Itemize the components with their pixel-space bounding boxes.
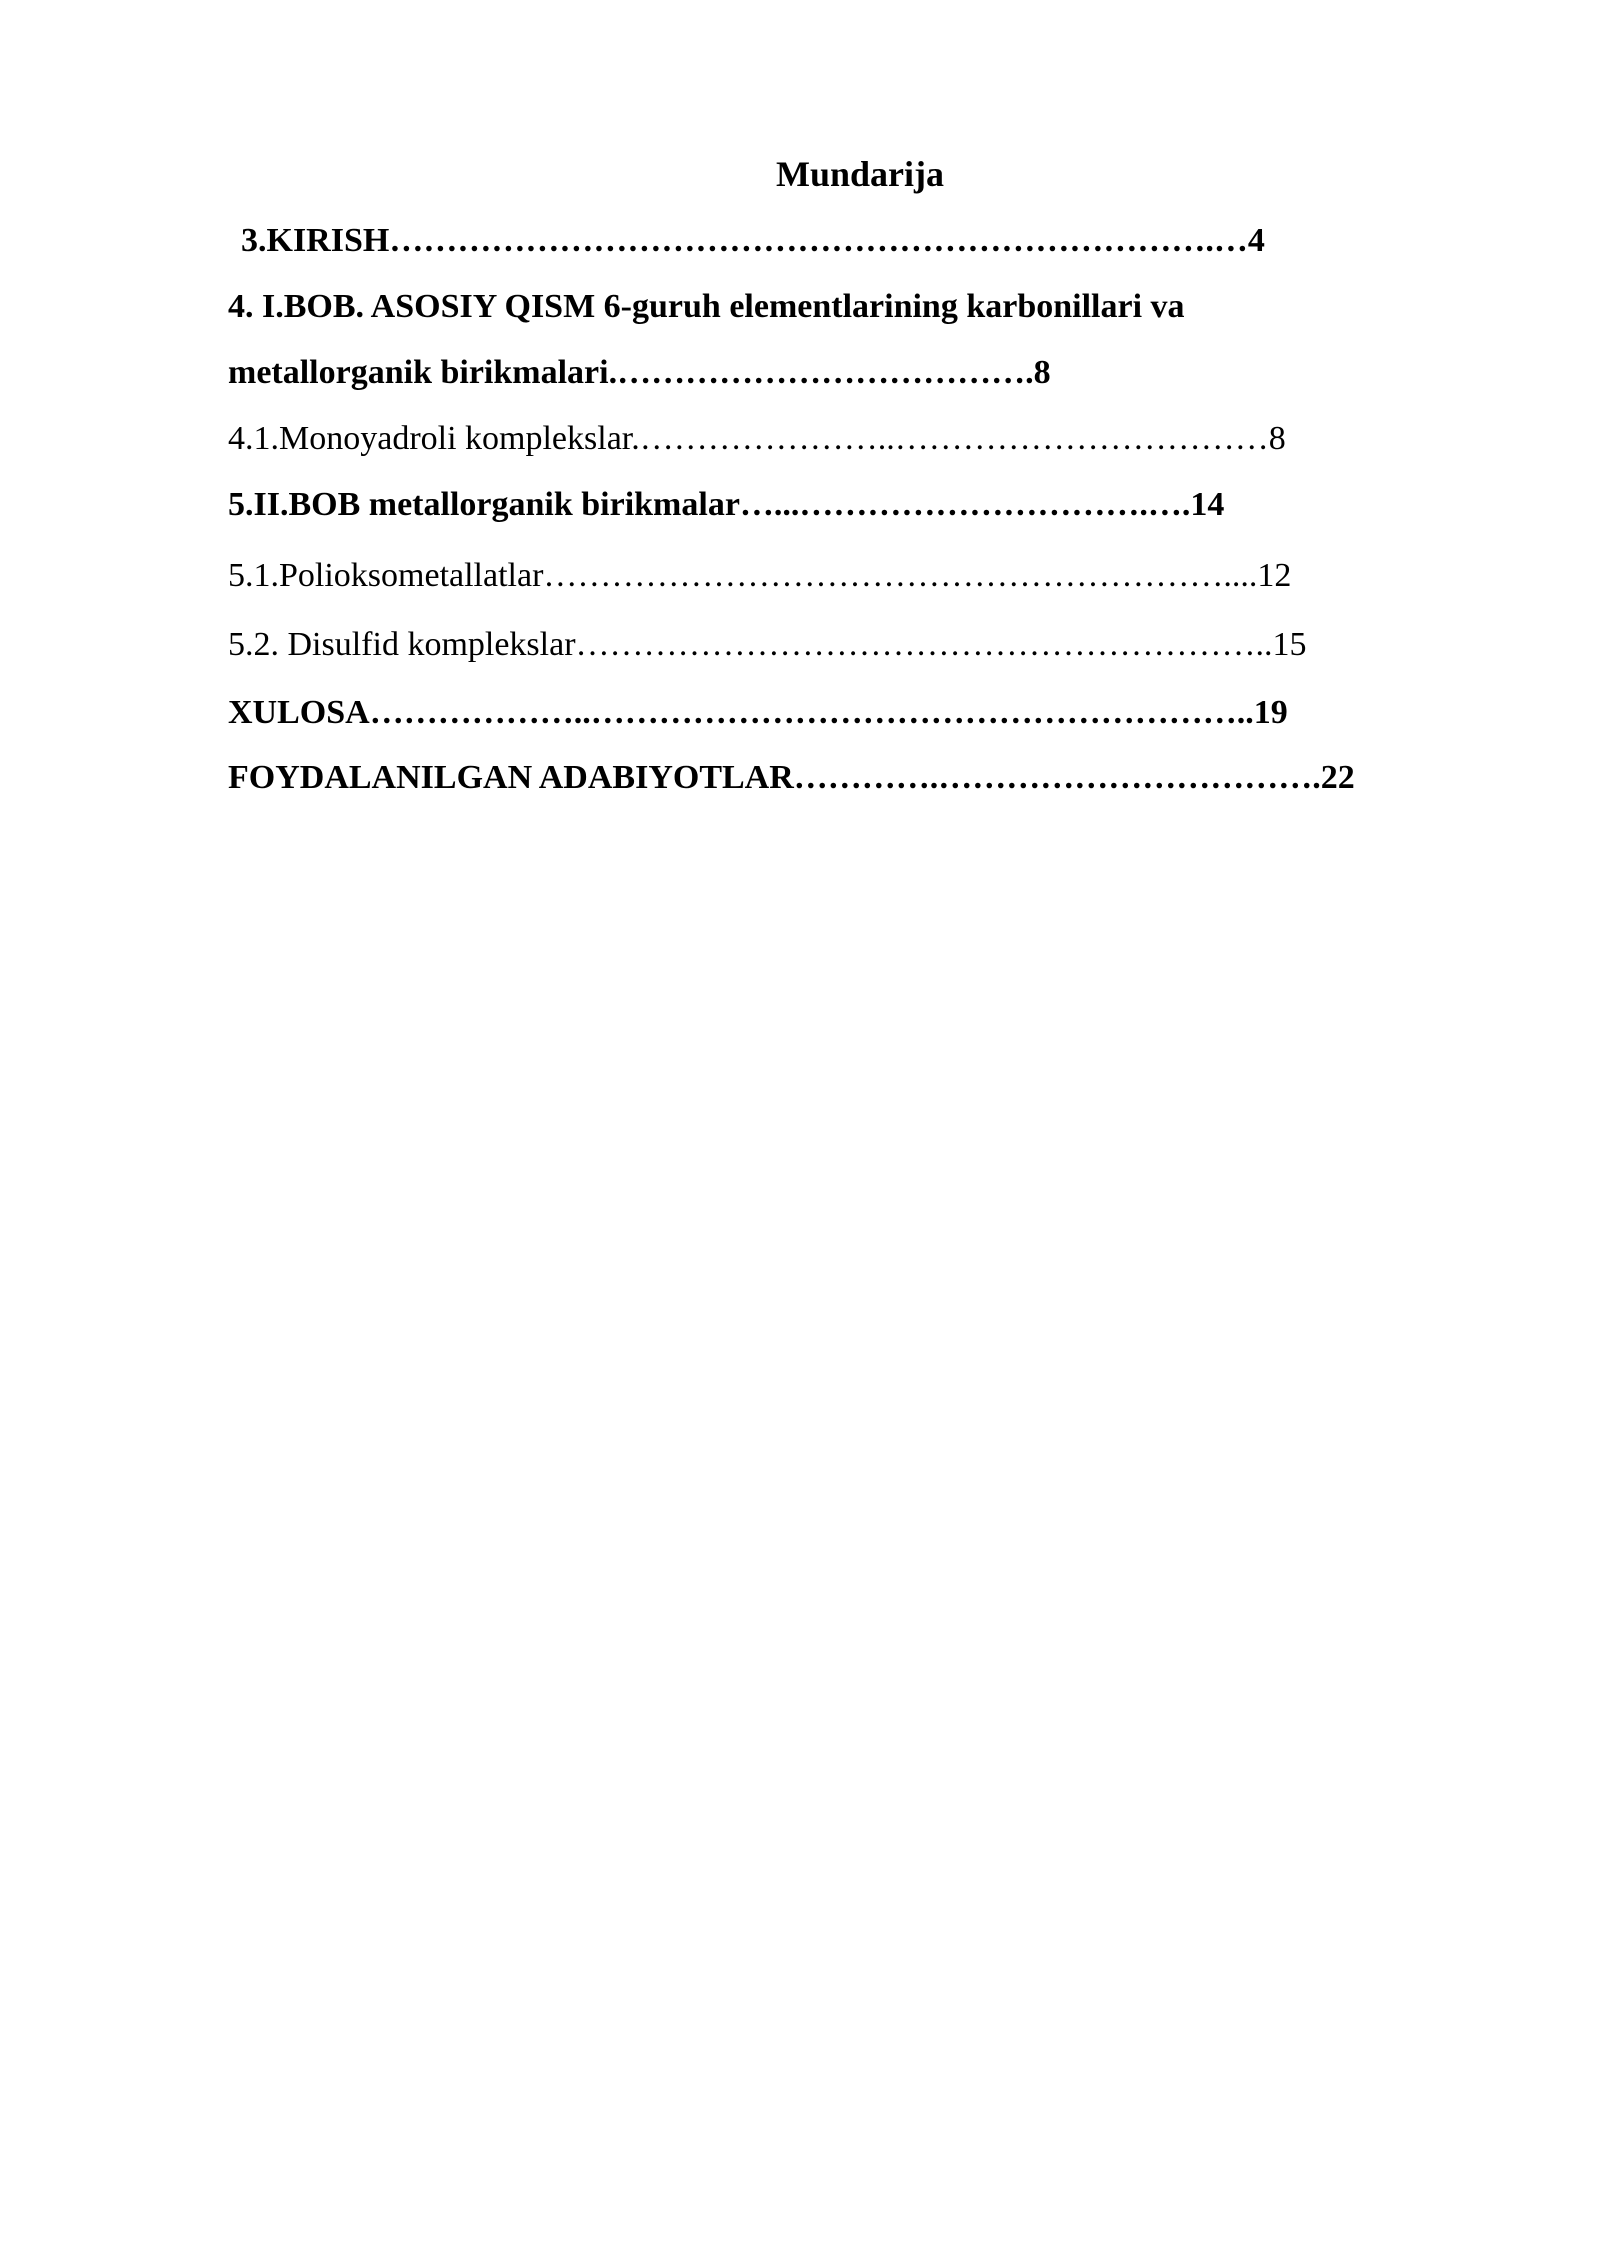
toc-entry-chapter-1-line-2: metallorganik birikmalari.……………………………….8: [228, 354, 1051, 391]
toc-entry-section-5-2: 5.2. Disulfid komplekslar……………………………………………………..15: [228, 626, 1307, 663]
toc-entry-chapter-2: 5.II.BOB metallorganik birikmalar…...………………………….….14: [228, 486, 1225, 523]
toc-entry-kirish: 3.KIRISH……………………………………………………………….…4: [241, 222, 1265, 259]
toc-entry-chapter-1-line-1: 4. I.BOB. ASOSIY QISM 6-guruh elementlarining karbonillari va: [228, 288, 1185, 325]
toc-entry-section-4-1: 4.1.Monoyadroli komplekslar.…………………..……………………………8: [228, 420, 1286, 457]
toc-entry-references: FOYDALANILGAN ADABIYOTLAR………….…………………………….22: [228, 759, 1355, 796]
toc-entry-xulosa: XULOSA………………..…………………………………………………..19: [228, 694, 1288, 731]
toc-entry-section-5-1: 5.1.Polioksometallatlar……………………………………………………....12: [228, 557, 1292, 594]
page-title: Mundarija: [775, 154, 944, 194]
